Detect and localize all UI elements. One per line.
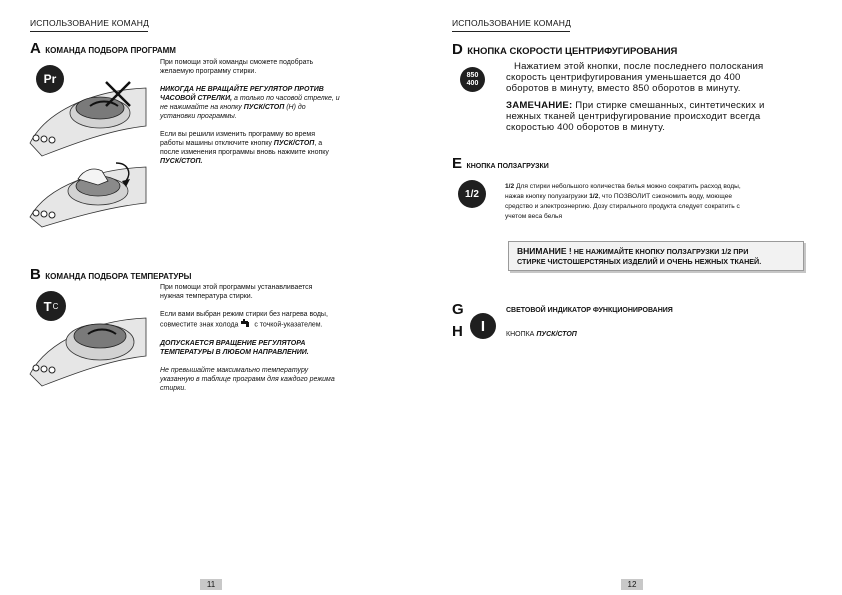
- right-page-header: ИСПОЛЬЗОВАНИЕ КОМАНД: [452, 18, 572, 28]
- text-span: нажав кнопку полузагрузки: [505, 193, 590, 200]
- section-b-letter: B: [30, 266, 41, 283]
- spin-speed-icon-bottom: 400: [466, 79, 479, 87]
- text-line: При помощи этой команды сможете подобрать: [160, 59, 314, 66]
- half-load-warning-box: [508, 241, 804, 271]
- temperature-icon-label: T: [43, 298, 52, 314]
- text-span: Для стирки небольшого количества белья можно сократить расход воды,: [514, 183, 741, 190]
- section-g-title: СВЕТОВОЙ ИНДИКАТОР ФУНКЦИОНИРОВАНИЯ: [506, 307, 673, 314]
- spin-speed-icon-top: 850: [466, 71, 479, 79]
- text-line: Если вы решили изменить программу во время: [160, 131, 316, 138]
- text-span: с точкой-указателем.: [252, 321, 323, 329]
- right-header-rule: [452, 31, 570, 32]
- text-span: ЗАМЕЧАНИЕ:: [506, 100, 573, 111]
- section-d-text: [506, 61, 824, 133]
- text-line: Если вами выбран режим стирки без нагрева воды,: [160, 311, 328, 318]
- temperature-selector-icon: [36, 291, 66, 321]
- section-e-heading: [452, 155, 549, 173]
- text-line: нежных тканей центрифугирование происходит всегда: [506, 111, 761, 122]
- section-e-text: [505, 182, 823, 222]
- text-line: При помощи этой программы устанавливается: [160, 284, 313, 291]
- text-span: а только по часовой стрелке, и: [232, 95, 340, 102]
- left-header-rule: [30, 31, 148, 32]
- section-a-title: КОМАНДА ПОДБОРА ПРОГРАММ: [45, 46, 176, 55]
- text-line: ДОПУСКАЕТСЯ ВРАЩЕНИЕ РЕГУЛЯТОРА: [160, 340, 306, 347]
- section-h-letter: H: [452, 323, 463, 340]
- text-span: При стирке смешанных, синтетических и: [572, 100, 765, 111]
- text-span: , а: [314, 140, 323, 147]
- text-span: совместите знак холода: [160, 321, 241, 329]
- text-span: , что ПОЗВОЛИТ сэкономить воду, моющее: [598, 193, 733, 200]
- text-span: ПУСК/СТОП: [273, 140, 315, 147]
- warning-label: ВНИМАНИЕ !: [517, 246, 572, 256]
- text-span: НЕ НАЖИМАЙТЕ КНОПКУ ПОЛЗАГРУЗКИ 1/2 ПРИ: [571, 247, 749, 256]
- text-span: ПУСК/СТОП: [243, 104, 285, 111]
- text-line: после изменения программы вновь нажмите кнопку: [160, 149, 329, 156]
- text-span: 1/2: [589, 193, 599, 200]
- warning-text: [509, 242, 803, 271]
- section-a-heading: [30, 40, 176, 58]
- program-selector-icon-label: Pr: [43, 72, 57, 86]
- section-a-letter: A: [30, 40, 41, 57]
- text-line: СТИРКЕ ЧИСТОШЕРСТЯНЫХ ИЗДЕЛИЙ И ОЧЕНЬ НЕЖНЫХ ТКАНЕЙ.: [517, 257, 762, 266]
- section-h-title: [506, 331, 577, 338]
- text-line: установки программы.: [160, 113, 237, 120]
- text-line: Не превышайте максимально температуру: [160, 367, 309, 374]
- section-e-title: КНОПКА ПОЛЗАГРУЗКИ: [466, 163, 549, 170]
- start-stop-icon: [470, 313, 496, 339]
- section-g-letter: G: [452, 301, 464, 318]
- section-d-letter: D: [452, 41, 463, 58]
- text-span: ПУСК/СТОП: [536, 331, 577, 338]
- section-d-title: КНОПКА СКОРОСТИ ЦЕНТРИФУГИРОВАНИЯ: [467, 46, 678, 57]
- text-span: ЧАСОВОЙ СТРЕЛКИ,: [160, 95, 233, 102]
- program-knob-turn-illustration: [28, 155, 148, 230]
- text-line: ТЕМПЕРАТУРЫ В ЛЮБОМ НАПРАВЛЕНИИ.: [160, 349, 309, 356]
- start-stop-icon-label: I: [480, 317, 486, 335]
- temperature-icon-sub: C: [52, 301, 59, 311]
- spin-speed-icon: [460, 67, 485, 92]
- program-knob-illustration: [28, 68, 148, 158]
- text-line: Нажатием этой кнопки, после последнего полоскания: [514, 61, 764, 72]
- left-page-header: ИСПОЛЬЗОВАНИЕ КОМАНД: [30, 18, 150, 28]
- left-page-number: 11: [200, 579, 222, 590]
- text-span: не нажимайте на кнопку: [160, 104, 244, 111]
- text-line: НИКОГДА НЕ ВРАЩАЙТЕ РЕГУЛЯТОР ПРОТИВ: [160, 86, 324, 93]
- text-line: оборотов в минуту, вместо 850 оборотов в минуту.: [506, 83, 741, 94]
- text-span: работы машины отключите кнопку: [160, 140, 274, 147]
- text-span: (H) до: [284, 104, 306, 111]
- text-line: скорость центрифугирования уменьшается до 400: [506, 72, 741, 83]
- text-line: средство и электроэнергию. Дозу стирального продукта следует сократить с: [505, 203, 740, 210]
- half-load-icon: [458, 180, 486, 208]
- text-line: указанную в таблице программ для каждого режима: [160, 376, 335, 383]
- section-e-letter: E: [452, 155, 463, 172]
- text-line: учетом веса белья: [505, 213, 563, 220]
- text-line: желаемую программу стирки.: [160, 68, 257, 75]
- section-b-heading: [30, 266, 192, 284]
- text-line: скоростью 400 оборотов в минуту.: [506, 122, 666, 133]
- text-span: КНОПКА: [506, 331, 537, 338]
- right-page-number: 12: [621, 579, 643, 590]
- section-b-title: КОМАНДА ПОДБОРА ТЕМПЕРАТУРЫ: [45, 272, 192, 281]
- text-line: стирки.: [160, 385, 187, 392]
- cold-tap-icon: [240, 319, 252, 330]
- half-load-icon-label: 1/2: [465, 188, 479, 200]
- text-span: 1/2: [505, 183, 515, 190]
- text-line: нужная температура стирки.: [160, 293, 253, 300]
- section-d-heading: [452, 41, 677, 59]
- section-a-text: [160, 58, 382, 166]
- section-b-text: [160, 283, 382, 393]
- text-line: ПУСК/СТОП.: [160, 158, 203, 165]
